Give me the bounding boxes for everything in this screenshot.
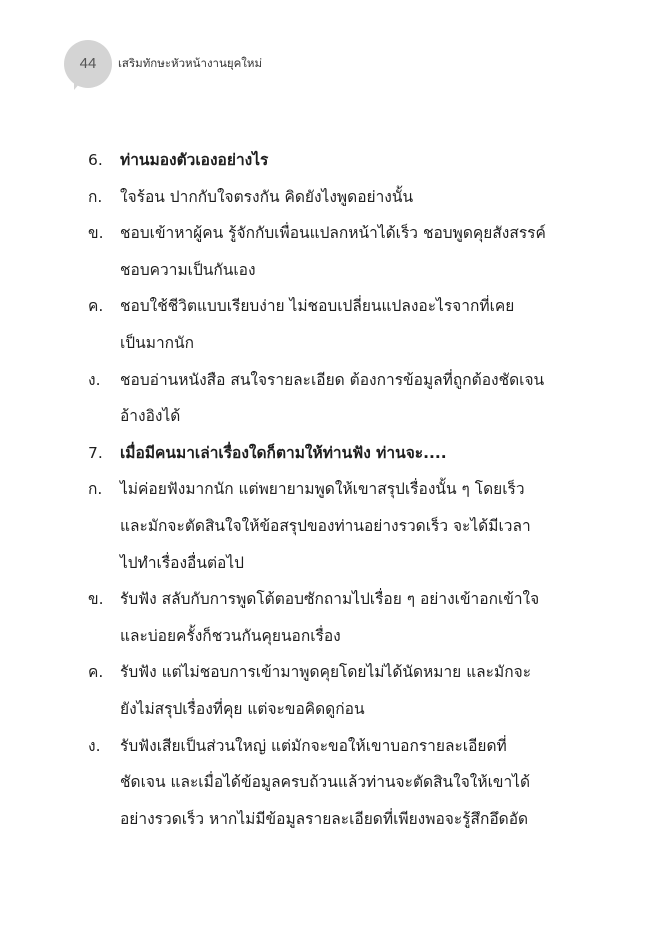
option-line: ยังไม่สรุปเรื่องที่คุย แต่จะขอคิดดูก่อน [120, 699, 365, 718]
questionnaire [88, 142, 576, 837]
option-line: และบ่อยครั้งก็ชวนกันคุยนอกเรื่อง [120, 626, 341, 645]
option-6c [88, 288, 576, 361]
option-line: อย่างรวดเร็ว หากไม่มีข้อมูลรายละเอียดที่เพียงพอจะรู้สึกอึดอัด [120, 809, 529, 828]
option-marker: ข. [88, 224, 104, 243]
option-6b [88, 215, 576, 288]
question-text: ท่านมองตัวเองอย่างไร [120, 151, 269, 169]
option-line: รับฟัง สลับกับการพูดโต้ตอบซักถามไปเรื่อย ๆ อย่างเข้าอกเข้าใจ [120, 590, 540, 609]
option-text [120, 179, 576, 216]
question-7 [88, 435, 576, 472]
option-line: ไม่ค่อยฟังมากนัก แต่พยายามพูดให้เขาสรุปเรื่องนั้น ๆ โดยเร็ว [120, 480, 525, 499]
option-text [120, 581, 576, 654]
option-6a [88, 179, 576, 216]
option-line: ชอบใช้ชีวิตแบบเรียบง่าย ไม่ชอบเปลี่ยนแปลงอะไรจากที่เคย [120, 297, 515, 316]
option-7d [88, 728, 576, 838]
option-line: อ้างอิงได้ [120, 407, 181, 426]
option-line: ชอบอ่านหนังสือ สนใจรายละเอียด ต้องการข้อมูลที่ถูกต้องชัดเจน [120, 370, 545, 389]
option-line: เป็นมากนัก [120, 333, 195, 352]
option-marker: ง. [88, 370, 101, 389]
option-text [120, 215, 576, 288]
question-6 [88, 142, 576, 179]
running-title: เสริมทักษะหัวหน้างานยุคใหม่ [118, 56, 263, 70]
option-7a [88, 471, 576, 581]
option-marker: ก. [88, 187, 103, 206]
option-line: ใจร้อน ปากกับใจตรงกัน คิดยังไงพูดอย่างนั้น [120, 187, 414, 206]
option-marker: ค. [88, 297, 104, 316]
option-marker: ข. [88, 590, 104, 609]
page-number: 44 [79, 55, 97, 72]
option-line: ไปทำเรื่องอื่นต่อไป [120, 553, 244, 572]
option-text [120, 654, 576, 727]
option-text [120, 288, 576, 361]
option-marker: ก. [88, 480, 103, 499]
option-line: ชอบเข้าหาผู้คน รู้จักกับเพื่อนแปลกหน้าได้เร็ว ชอบพูดคุยสังสรรค์ [120, 224, 546, 243]
option-text [120, 471, 576, 581]
option-line: และมักจะตัดสินใจให้ข้อสรุปของท่านอย่างรวดเร็ว จะได้มีเวลา [120, 516, 531, 535]
option-marker: ง. [88, 736, 101, 755]
option-7c [88, 654, 576, 727]
option-7b [88, 581, 576, 654]
option-line: รับฟัง แต่ไม่ชอบการเข้ามาพูดคุยโดยไม่ได้นัดหมาย และมักจะ [120, 663, 532, 682]
option-6d [88, 362, 576, 435]
page-number-badge [64, 40, 112, 88]
option-text [120, 362, 576, 435]
option-marker: ค. [88, 663, 104, 682]
option-line: ชัดเจน และเมื่อได้ข้อมูลครบถ้วนแล้วท่านจะตัดสินใจให้เขาได้ [120, 773, 531, 792]
question-text: เมื่อมีคนมาเล่าเรื่องใดก็ตามให้ท่านฟัง ท่านจะ.... [120, 443, 447, 462]
option-text [120, 728, 576, 838]
option-line: ชอบความเป็นกันเอง [120, 260, 256, 279]
question-number: 7. [88, 443, 103, 462]
option-line: รับฟังเสียเป็นส่วนใหญ่ แต่มักจะขอให้เขาบอกรายละเอียดที่ [120, 736, 507, 755]
question-number: 6. [88, 151, 103, 169]
